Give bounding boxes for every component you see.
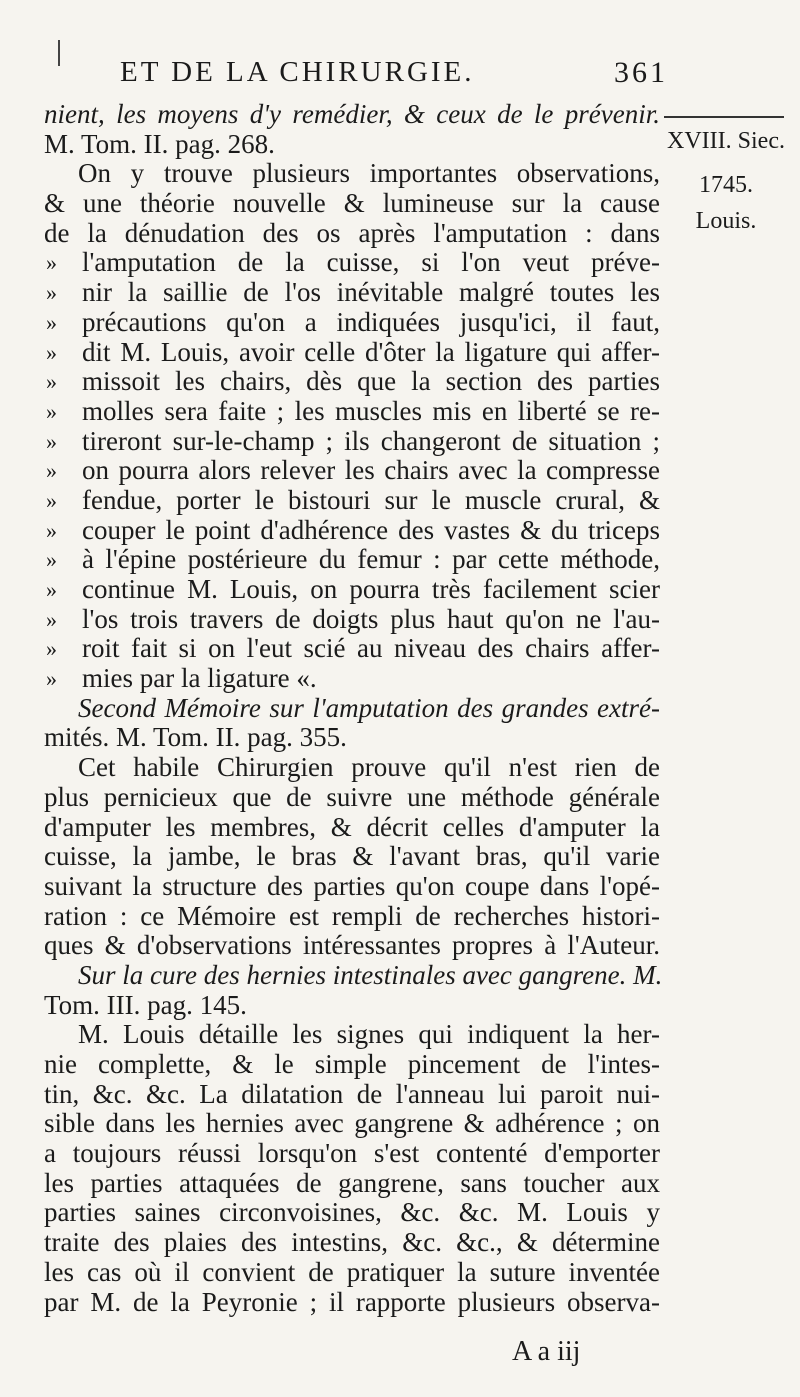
text-line <box>44 723 660 753</box>
line-text: par M. de la Peyronie ; il rapporte plusieurs observa- <box>44 1286 660 1317</box>
quote-mark: » <box>46 577 57 602</box>
page-edge-mark <box>58 40 60 66</box>
text-line <box>44 634 660 664</box>
margin-rule <box>664 116 784 118</box>
text-line <box>44 1020 660 1050</box>
line-text: à l'épine postérieure du femur : par cette méthode, <box>82 544 660 575</box>
text-line <box>44 1050 660 1080</box>
quote-mark: » <box>46 369 57 395</box>
text-line <box>44 159 660 189</box>
text-line <box>44 694 660 724</box>
quote-mark: » <box>46 636 57 662</box>
line-text: On y trouve plusieurs importantes observations, <box>78 158 660 189</box>
line-text: continue M. Louis, on pourra très facilement scier <box>82 574 660 604</box>
line-text: tin, &c. &c. La dilatation de l'anneau lui paroit nui- <box>44 1078 660 1109</box>
line-text: de la dénudation des os après l'amputation : dans <box>44 217 660 248</box>
text-line <box>44 1109 660 1139</box>
text-line <box>44 1228 660 1258</box>
line-text: missoit les chairs, dès que la section des parties <box>82 366 660 397</box>
line-text: parties saines circonvoisines, &c. &c. M. Louis y <box>44 1197 660 1228</box>
line-text: dit M. Louis, avoir celle d'ôter la ligature qui affer- <box>82 336 660 367</box>
text-line <box>44 1080 660 1110</box>
quote-mark: » <box>46 250 57 276</box>
text-line <box>44 397 660 427</box>
page-header <box>120 56 668 96</box>
quote-mark: » <box>46 487 57 513</box>
line-text: M. Louis détaille les signes qui indiquent la her- <box>78 1019 660 1050</box>
line-text: nient, les moyens d'y remédier, & ceux de le prévenir. <box>44 99 660 129</box>
text-line <box>44 427 660 457</box>
text-line <box>44 130 660 160</box>
text-line <box>44 219 660 249</box>
quote-mark: » <box>46 339 57 365</box>
text-line <box>44 575 660 605</box>
line-text: suivant la structure des parties qu'on coupe dans l'opé- <box>44 870 660 901</box>
quote-mark: » <box>46 666 57 692</box>
line-text: l'amputation de la cuisse, si l'on veut préve- <box>82 247 660 278</box>
signature-mark: A a iij <box>512 1336 581 1367</box>
line-text: mies par la ligature «. <box>82 663 317 694</box>
quote-mark: » <box>46 428 57 454</box>
text-line <box>44 902 660 932</box>
text-line <box>44 872 660 902</box>
margin-year: 1745. <box>699 172 753 198</box>
text-line <box>44 605 660 635</box>
line-text: fendue, porter le bistouri sur le muscle crural, & <box>82 484 660 515</box>
text-line <box>44 931 660 961</box>
line-text: & une théorie nouvelle & lumineuse sur la cause <box>44 188 660 219</box>
line-text: nir la saillie de l'os inévitable malgré toutes les <box>82 277 660 308</box>
line-text: molles sera faite ; les muscles mis en liberté se re- <box>82 395 660 426</box>
quote-mark: » <box>46 606 57 632</box>
page-number: 361 <box>614 56 668 89</box>
text-line <box>44 1169 660 1199</box>
text-line <box>44 664 660 694</box>
text-line <box>44 991 660 1021</box>
quote-mark: » <box>46 547 57 573</box>
line-text: plus pernicieux que de suivre une méthode générale <box>44 781 660 812</box>
line-text: les parties attaquées de gangrene, sans toucher aux <box>44 1167 660 1198</box>
body-text <box>44 99 663 1317</box>
text-line <box>44 100 660 130</box>
line-text: Second Mémoire sur l'amputation des grandes extré- <box>78 692 660 723</box>
margin-name: Louis. <box>695 208 757 234</box>
line-text: mités. M. Tom. II. pag. 355. <box>44 722 347 753</box>
line-text: précautions qu'on a indiquées jusqu'ici, il faut, <box>82 306 660 337</box>
line-text: l'os trois travers de doigts plus haut qu'on ne l'au- <box>82 603 660 634</box>
text-line <box>44 308 660 338</box>
text-line <box>44 516 660 546</box>
text-line <box>44 959 663 991</box>
text-line <box>44 783 660 813</box>
line-text: Cet habile Chirurgien prouve qu'il n'est rien de <box>78 752 660 783</box>
line-text: M. Tom. II. pag. 268. <box>44 128 275 159</box>
line-text: les cas où il convient de pratiquer la suture inventée <box>44 1256 660 1287</box>
line-text: traite des plaies des intestins, &c. &c., & détermine <box>44 1227 660 1258</box>
text-line <box>44 338 660 368</box>
text-line <box>44 842 660 872</box>
line-text: a toujours réussi lorsqu'on s'est contenté d'emporter <box>44 1138 660 1169</box>
line-text: couper le point d'adhérence des vastes & du triceps <box>82 514 660 545</box>
line-text: sible dans les hernies avec gangrene & adhérence ; on <box>44 1108 660 1139</box>
running-title: ET DE LA CHIRURGIE. <box>120 56 475 88</box>
text-line <box>44 1139 660 1169</box>
text-line <box>44 367 660 397</box>
text-line <box>44 486 660 516</box>
line-text: cuisse, la jambe, le bras & l'avant bras, qu'il varie <box>44 841 660 872</box>
text-line <box>44 248 660 278</box>
text-line <box>44 278 660 308</box>
text-line <box>44 545 660 575</box>
line-text: ques & d'observations intéressantes propres à l'Auteur. <box>44 930 660 961</box>
line-text: Tom. III. pag. 145. <box>44 989 247 1020</box>
text-line <box>44 189 660 219</box>
text-line <box>44 1288 660 1318</box>
margin-century: XVIII. Siec. <box>667 128 785 154</box>
quote-mark: » <box>46 398 57 424</box>
text-line <box>44 1258 660 1288</box>
text-line <box>44 1198 660 1228</box>
text-line <box>44 456 660 486</box>
quote-mark: » <box>46 458 57 484</box>
text-line <box>44 753 660 783</box>
line-text: on pourra alors relever les chairs avec la compresse <box>82 455 660 486</box>
quote-mark: » <box>46 517 57 543</box>
text-line <box>44 813 660 843</box>
quote-mark: » <box>46 309 57 335</box>
line-text: tireront sur-le-champ ; ils changeront de situation ; <box>82 425 660 456</box>
quote-mark: » <box>46 280 57 306</box>
line-text: Sur la cure des hernies intestinales avec gangrene. M. <box>78 959 663 990</box>
line-text: roit fait si on l'eut scié au niveau des chairs affer- <box>82 633 660 664</box>
line-text: ration : ce Mémoire est rempli de recherches histori- <box>44 900 660 931</box>
line-text: d'amputer les membres, & décrit celles d'amputer la <box>44 811 660 842</box>
line-text: nie complette, & le simple pincement de l'intes- <box>44 1049 660 1079</box>
